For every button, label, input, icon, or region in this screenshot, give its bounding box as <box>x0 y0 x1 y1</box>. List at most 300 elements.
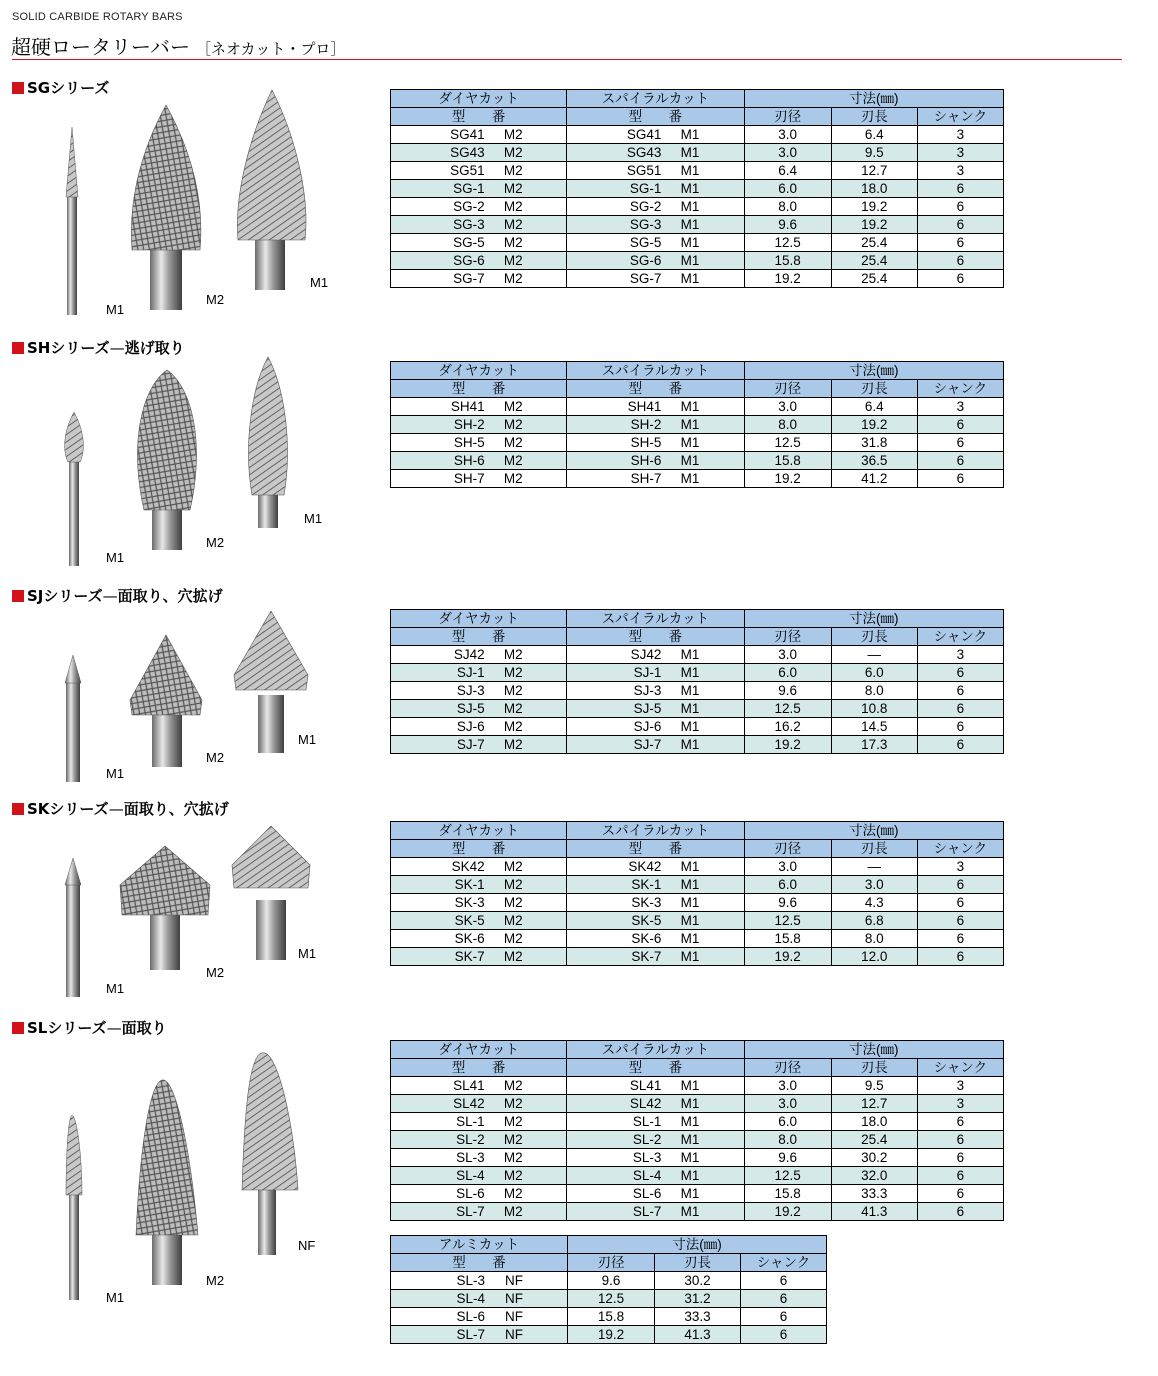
dimensions-header: 寸法(㎜) <box>744 90 1003 108</box>
header-row-1 <box>391 822 1004 840</box>
cutter-diameter: 15.8 <box>744 930 831 948</box>
spiral-model <box>567 162 744 180</box>
spiral-model <box>567 416 744 434</box>
spiral-model-grade: M1 <box>680 1095 700 1111</box>
spiral-model-value <box>611 719 699 735</box>
spiral-model <box>567 180 744 198</box>
diamond-model-value <box>435 435 523 451</box>
section-subtitle: 面取り、穴拡げ <box>117 587 223 605</box>
spiral-model <box>567 126 744 144</box>
spiral-model-grade: M1 <box>680 700 700 716</box>
shank-diameter: 6 <box>917 216 1003 234</box>
page-title-sub: ［ネオカット・プロ］ <box>196 40 346 58</box>
cutter-diameter: 6.0 <box>744 180 831 198</box>
diamond-model <box>391 1185 567 1203</box>
spiral-model-grade: M1 <box>680 1167 700 1183</box>
table-row <box>391 1167 1004 1185</box>
tool-label-1: M1 <box>106 302 125 317</box>
cutter-length: 6.8 <box>831 912 917 930</box>
cutter-length: 9.5 <box>831 1077 917 1095</box>
cutter-length: 14.5 <box>831 718 917 736</box>
diamond-model-code: SG-6 <box>453 252 485 268</box>
spiral-model <box>567 948 744 966</box>
diamond-model-value <box>435 877 523 893</box>
spiral-model-code: SK42 <box>628 858 662 874</box>
table-row <box>391 126 1004 144</box>
shank-diameter: 3 <box>917 858 1003 876</box>
spiral-model-code: SJ42 <box>630 646 662 662</box>
cutter-length: 6.4 <box>831 126 917 144</box>
diamond-model <box>391 682 567 700</box>
tool-label-1: M1 <box>106 550 125 565</box>
spiral-model <box>567 1149 744 1167</box>
diamond-model-header <box>391 628 567 646</box>
diamond-model-grade: M2 <box>503 894 523 910</box>
diamond-model-grade: M2 <box>503 930 523 946</box>
diamond-model-grade: M2 <box>503 1167 523 1183</box>
cutter-diameter: 9.6 <box>744 894 831 912</box>
diamond-model-grade: M2 <box>503 198 523 214</box>
spiral-model <box>567 718 744 736</box>
em-dash: — <box>106 1019 122 1037</box>
diamond-model-grade: M2 <box>503 434 523 450</box>
spiral-model-code: SJ-7 <box>633 736 662 752</box>
diamond-model-code: SL-1 <box>456 1113 485 1129</box>
cutter-length: 31.8 <box>831 434 917 452</box>
spiral-model-code: SK-1 <box>631 876 662 892</box>
cutter-diameter: 19.2 <box>744 948 831 966</box>
diamond-model-grade: M2 <box>503 270 523 286</box>
tool-images-sh <box>40 350 360 570</box>
diamond-cut-header: ダイヤカット <box>391 822 567 840</box>
cutter-length-header: 刃長 <box>831 1059 917 1077</box>
alumi-model-grade: NF <box>505 1290 523 1306</box>
spiral-model-grade: M1 <box>680 162 700 178</box>
table-row <box>391 700 1004 718</box>
shank-diameter: 3 <box>917 162 1003 180</box>
spiral-model-code: SL-1 <box>632 1113 662 1129</box>
table-row <box>391 858 1004 876</box>
diamond-model-value <box>435 399 523 415</box>
cutter-diameter: 12.5 <box>744 234 831 252</box>
cutter-length: 12.7 <box>831 162 917 180</box>
model-header-b: 番 <box>668 628 683 644</box>
diamond-model-value <box>435 1096 523 1112</box>
diamond-model-code: SL-7 <box>456 1203 485 1219</box>
spiral-model-grade: M1 <box>680 736 700 752</box>
cutter-diameter: 3.0 <box>744 1095 831 1113</box>
shank-diameter: 3 <box>917 144 1003 162</box>
diamond-model-code: SL41 <box>453 1077 485 1093</box>
spiral-model-code: SK-6 <box>631 930 662 946</box>
alumi-model-code: SL-6 <box>456 1308 485 1324</box>
cutter-length: 41.3 <box>655 1326 741 1344</box>
diamond-model-value <box>435 665 523 681</box>
dimensions-header: 寸法(㎜) <box>744 822 1003 840</box>
cutter-length-header: 刃長 <box>831 840 917 858</box>
em-dash: — <box>109 339 125 357</box>
diamond-model-value <box>435 913 523 929</box>
tool-label-2: M2 <box>206 1273 225 1288</box>
shank-diameter: 6 <box>917 470 1003 488</box>
cutter-length: 19.2 <box>831 216 917 234</box>
diamond-model-grade: M2 <box>503 470 523 486</box>
spiral-model-code: SJ-1 <box>633 664 662 680</box>
red-square-icon <box>12 82 24 94</box>
diamond-model <box>391 144 567 162</box>
diamond-model-value <box>435 1078 523 1094</box>
model-header-b: 番 <box>491 108 506 124</box>
spiral-model-grade: M1 <box>680 1185 700 1201</box>
spiral-model-header <box>567 1059 744 1077</box>
spiral-model-grade: M1 <box>680 894 700 910</box>
diamond-model-grade: M2 <box>503 1185 523 1201</box>
spiral-model <box>567 270 744 288</box>
cutter-diameter: 19.2 <box>744 736 831 754</box>
spiral-model-value <box>611 701 699 717</box>
section-title-sl <box>12 1017 167 1038</box>
diamond-model-value <box>435 949 523 965</box>
shank-header: シャンク <box>917 108 1003 126</box>
diamond-model-value <box>435 647 523 663</box>
diamond-model-value <box>435 253 523 269</box>
spiral-model-value <box>611 665 699 681</box>
table-row <box>391 1308 827 1326</box>
diamond-model <box>391 912 567 930</box>
diamond-model-code: SK-3 <box>454 894 485 910</box>
spiral-model-code: SG-6 <box>629 252 662 268</box>
shank-diameter: 6 <box>917 1149 1003 1167</box>
diamond-model <box>391 162 567 180</box>
section-subtitle: 面取り、穴拡げ <box>123 800 229 818</box>
spiral-model-code: SL42 <box>629 1095 662 1111</box>
spiral-model-code: SL-6 <box>632 1185 662 1201</box>
diamond-model <box>391 198 567 216</box>
diamond-model-grade: M2 <box>503 416 523 432</box>
spiral-model <box>567 646 744 664</box>
diamond-model <box>391 1113 567 1131</box>
tool-images-sg <box>40 85 360 325</box>
shank-diameter: 6 <box>917 736 1003 754</box>
spiral-model-code: SG-7 <box>629 270 662 286</box>
spiral-model <box>567 1131 744 1149</box>
diamond-model-grade: M2 <box>503 664 523 680</box>
spiral-model <box>567 664 744 682</box>
em-dash: — <box>108 800 124 818</box>
diamond-model-value <box>435 163 523 179</box>
diamond-model-grade: M2 <box>503 252 523 268</box>
alumi-model-header <box>391 1254 568 1272</box>
cutter-diameter: 8.0 <box>744 198 831 216</box>
cutter-diameter: 3.0 <box>744 646 831 664</box>
diamond-model <box>391 1077 567 1095</box>
cutter-length: 3.0 <box>831 876 917 894</box>
diamond-model-grade: M2 <box>503 216 523 232</box>
diamond-model <box>391 216 567 234</box>
cutter-diameter: 3.0 <box>744 144 831 162</box>
spec-table-alumi <box>390 1235 827 1344</box>
diamond-model-header <box>391 840 567 858</box>
spiral-model-grade: M1 <box>680 664 700 680</box>
cutter-length: 30.2 <box>655 1272 741 1290</box>
spiral-model-value <box>611 1150 699 1166</box>
section-name: SHシリーズ <box>27 339 110 357</box>
red-square-icon <box>12 1022 24 1034</box>
diamond-model-grade: M2 <box>503 646 523 662</box>
header-row-1 <box>391 1041 1004 1059</box>
diamond-model-code: SK-7 <box>454 948 485 964</box>
diamond-model-grade: M2 <box>503 126 523 142</box>
diamond-model-grade: M2 <box>503 736 523 752</box>
spiral-model-value <box>611 683 699 699</box>
cutter-length: 30.2 <box>831 1149 917 1167</box>
spiral-model-value <box>611 399 699 415</box>
spiral-model-value <box>611 895 699 911</box>
tool-images-sl <box>40 1045 360 1315</box>
spiral-model-header <box>567 380 744 398</box>
cutter-length: 18.0 <box>831 1113 917 1131</box>
diamond-cut-header: ダイヤカット <box>391 362 567 380</box>
em-dash: — <box>102 587 118 605</box>
model-header-a: 型 <box>451 380 466 396</box>
diamond-model-value <box>435 453 523 469</box>
tool-label-2: M2 <box>206 750 225 765</box>
cutter-length: 32.0 <box>831 1167 917 1185</box>
diamond-model <box>391 718 567 736</box>
diamond-model-grade: M2 <box>503 682 523 698</box>
shank-diameter: 6 <box>917 1185 1003 1203</box>
alumi-model-code: SL-3 <box>456 1272 485 1288</box>
shank-diameter: 6 <box>917 452 1003 470</box>
spiral-model <box>567 894 744 912</box>
cutter-diameter: 12.5 <box>568 1290 655 1308</box>
cutter-length-header: 刃長 <box>831 380 917 398</box>
red-square-icon <box>12 342 24 354</box>
model-header-b: 番 <box>491 380 506 396</box>
diamond-model-code: SK-6 <box>454 930 485 946</box>
spiral-model-code: SH-6 <box>630 452 662 468</box>
table-row <box>391 144 1004 162</box>
diamond-model-value <box>435 271 523 287</box>
diamond-model-value <box>435 1114 523 1130</box>
table-row <box>391 416 1004 434</box>
table-row <box>391 162 1004 180</box>
sl-burs-illustration <box>40 1045 360 1315</box>
shank-diameter: 6 <box>917 948 1003 966</box>
alumi-model-value <box>435 1273 523 1289</box>
spiral-model-code: SG-2 <box>629 198 662 214</box>
cutter-diameter-header: 刃径 <box>744 1059 831 1077</box>
table-row <box>391 216 1004 234</box>
diamond-model <box>391 1167 567 1185</box>
spiral-model <box>567 198 744 216</box>
model-header-b: 番 <box>491 840 506 856</box>
shank-diameter: 6 <box>741 1308 827 1326</box>
tool-label-3: NF <box>298 1238 316 1253</box>
section-title-sk <box>12 798 229 819</box>
table-row <box>391 930 1004 948</box>
diamond-model <box>391 470 567 488</box>
spiral-model <box>567 700 744 718</box>
cutter-length: 6.4 <box>831 398 917 416</box>
spiral-model-value <box>611 1186 699 1202</box>
spec-table-sl <box>390 1040 1004 1221</box>
spiral-model-header <box>567 840 744 858</box>
diamond-model <box>391 434 567 452</box>
spiral-model-grade: M1 <box>680 1113 700 1129</box>
model-header-b: 番 <box>668 840 683 856</box>
diamond-cut-header: ダイヤカット <box>391 1041 567 1059</box>
diamond-model-code: SG-7 <box>453 270 485 286</box>
spiral-model-code: SK-7 <box>631 948 662 964</box>
header-row-1 <box>391 362 1004 380</box>
dimensions-header: 寸法(㎜) <box>568 1236 827 1254</box>
spiral-cut-header: スパイラルカット <box>567 610 744 628</box>
table-row <box>391 1149 1004 1167</box>
diamond-model-grade: M2 <box>503 876 523 892</box>
spiral-model-value <box>611 127 699 143</box>
diamond-model <box>391 876 567 894</box>
diamond-model-code: SJ-6 <box>456 718 485 734</box>
cutter-length: 25.4 <box>831 270 917 288</box>
diamond-model-header <box>391 1059 567 1077</box>
cutter-length: 33.3 <box>831 1185 917 1203</box>
alumi-model-grade: NF <box>505 1272 523 1288</box>
spiral-model <box>567 252 744 270</box>
spiral-model <box>567 1203 744 1221</box>
spiral-model-value <box>611 199 699 215</box>
shank-diameter: 3 <box>917 398 1003 416</box>
diamond-model-grade: M2 <box>503 858 523 874</box>
spiral-model-value <box>611 235 699 251</box>
diamond-model-code: SK-5 <box>454 912 485 928</box>
spiral-model <box>567 452 744 470</box>
sj-burs-illustration <box>40 605 360 785</box>
diamond-model-value <box>435 417 523 433</box>
spiral-model <box>567 930 744 948</box>
table-row <box>391 1113 1004 1131</box>
section-title-sj <box>12 585 223 606</box>
diamond-model-grade: M2 <box>503 162 523 178</box>
diamond-model <box>391 1203 567 1221</box>
spiral-model-grade: M1 <box>680 452 700 468</box>
shank-diameter: 6 <box>741 1272 827 1290</box>
header-row-1 <box>391 90 1004 108</box>
header-row-2 <box>391 628 1004 646</box>
section-name: SKシリーズ <box>27 800 109 818</box>
title-rule <box>12 59 1122 60</box>
spiral-model <box>567 1113 744 1131</box>
spiral-model <box>567 1167 744 1185</box>
cutter-length: 25.4 <box>831 234 917 252</box>
model-header-a: 型 <box>628 840 643 856</box>
shank-diameter: 6 <box>917 180 1003 198</box>
cutter-length: 36.5 <box>831 452 917 470</box>
cutter-diameter: 6.4 <box>744 162 831 180</box>
cutter-length: 6.0 <box>831 664 917 682</box>
diamond-model-code: SH-5 <box>453 434 485 450</box>
diamond-cut-header: ダイヤカット <box>391 610 567 628</box>
diamond-model-grade: M2 <box>503 700 523 716</box>
table-row <box>391 1290 827 1308</box>
spiral-model-value <box>611 163 699 179</box>
diamond-model-code: SG41 <box>450 126 485 142</box>
diamond-model-code: SG43 <box>450 144 485 160</box>
table-row <box>391 1185 1004 1203</box>
diamond-model <box>391 452 567 470</box>
table-row <box>391 1203 1004 1221</box>
spiral-model <box>567 912 744 930</box>
spiral-model-value <box>611 647 699 663</box>
diamond-model-grade: M2 <box>503 1131 523 1147</box>
shank-diameter: 6 <box>917 894 1003 912</box>
sh-burs-illustration <box>40 350 360 570</box>
spiral-model-value <box>611 949 699 965</box>
spiral-model-header <box>567 108 744 126</box>
diamond-model-code: SH-7 <box>453 470 485 486</box>
header-row-2 <box>391 1059 1004 1077</box>
tool-label-1: M1 <box>106 1290 125 1305</box>
diamond-model-grade: M2 <box>503 452 523 468</box>
cutter-diameter-header: 刃径 <box>744 380 831 398</box>
table-row <box>391 682 1004 700</box>
diamond-model-code: SH-6 <box>453 452 485 468</box>
cutter-length-header: 刃長 <box>831 108 917 126</box>
alumi-model-code: SL-4 <box>456 1290 485 1306</box>
cutter-diameter: 6.0 <box>744 876 831 894</box>
cutter-length: 4.3 <box>831 894 917 912</box>
table-row <box>391 718 1004 736</box>
diamond-model <box>391 398 567 416</box>
page-title-main: 超硬ロータリーバー <box>11 35 190 59</box>
spiral-model-grade: M1 <box>680 930 700 946</box>
diamond-model-value <box>435 701 523 717</box>
shank-diameter: 3 <box>917 1095 1003 1113</box>
cutter-diameter: 12.5 <box>744 912 831 930</box>
diamond-model-grade: M2 <box>503 718 523 734</box>
spiral-model-grade: M1 <box>680 646 700 662</box>
diamond-model-value <box>435 235 523 251</box>
model-header-a: 型 <box>452 1254 466 1270</box>
diamond-model <box>391 894 567 912</box>
table-row <box>391 894 1004 912</box>
table-row <box>391 948 1004 966</box>
spiral-model-value <box>611 1078 699 1094</box>
spiral-model <box>567 470 744 488</box>
spiral-model-code: SG43 <box>626 144 662 160</box>
spiral-model-code: SJ-3 <box>633 682 662 698</box>
diamond-model-value <box>435 181 523 197</box>
tool-label-1: M1 <box>106 766 125 781</box>
diamond-model-code: SJ42 <box>453 646 485 662</box>
alumi-model <box>391 1326 568 1344</box>
diamond-model-code: SG-5 <box>453 234 485 250</box>
diamond-model-value <box>435 895 523 911</box>
model-header-b: 番 <box>491 628 506 644</box>
spiral-model-code: SG51 <box>626 162 662 178</box>
spiral-model <box>567 234 744 252</box>
diamond-model <box>391 126 567 144</box>
spiral-model-grade: M1 <box>680 912 700 928</box>
spiral-model-code: SL-7 <box>632 1203 662 1219</box>
cutter-diameter: 9.6 <box>744 216 831 234</box>
spec-table-sg <box>390 89 1004 288</box>
cutter-length: 18.0 <box>831 180 917 198</box>
shank-header: シャンク <box>917 840 1003 858</box>
cutter-length: 9.5 <box>831 144 917 162</box>
spiral-model <box>567 1095 744 1113</box>
spiral-model-value <box>611 435 699 451</box>
